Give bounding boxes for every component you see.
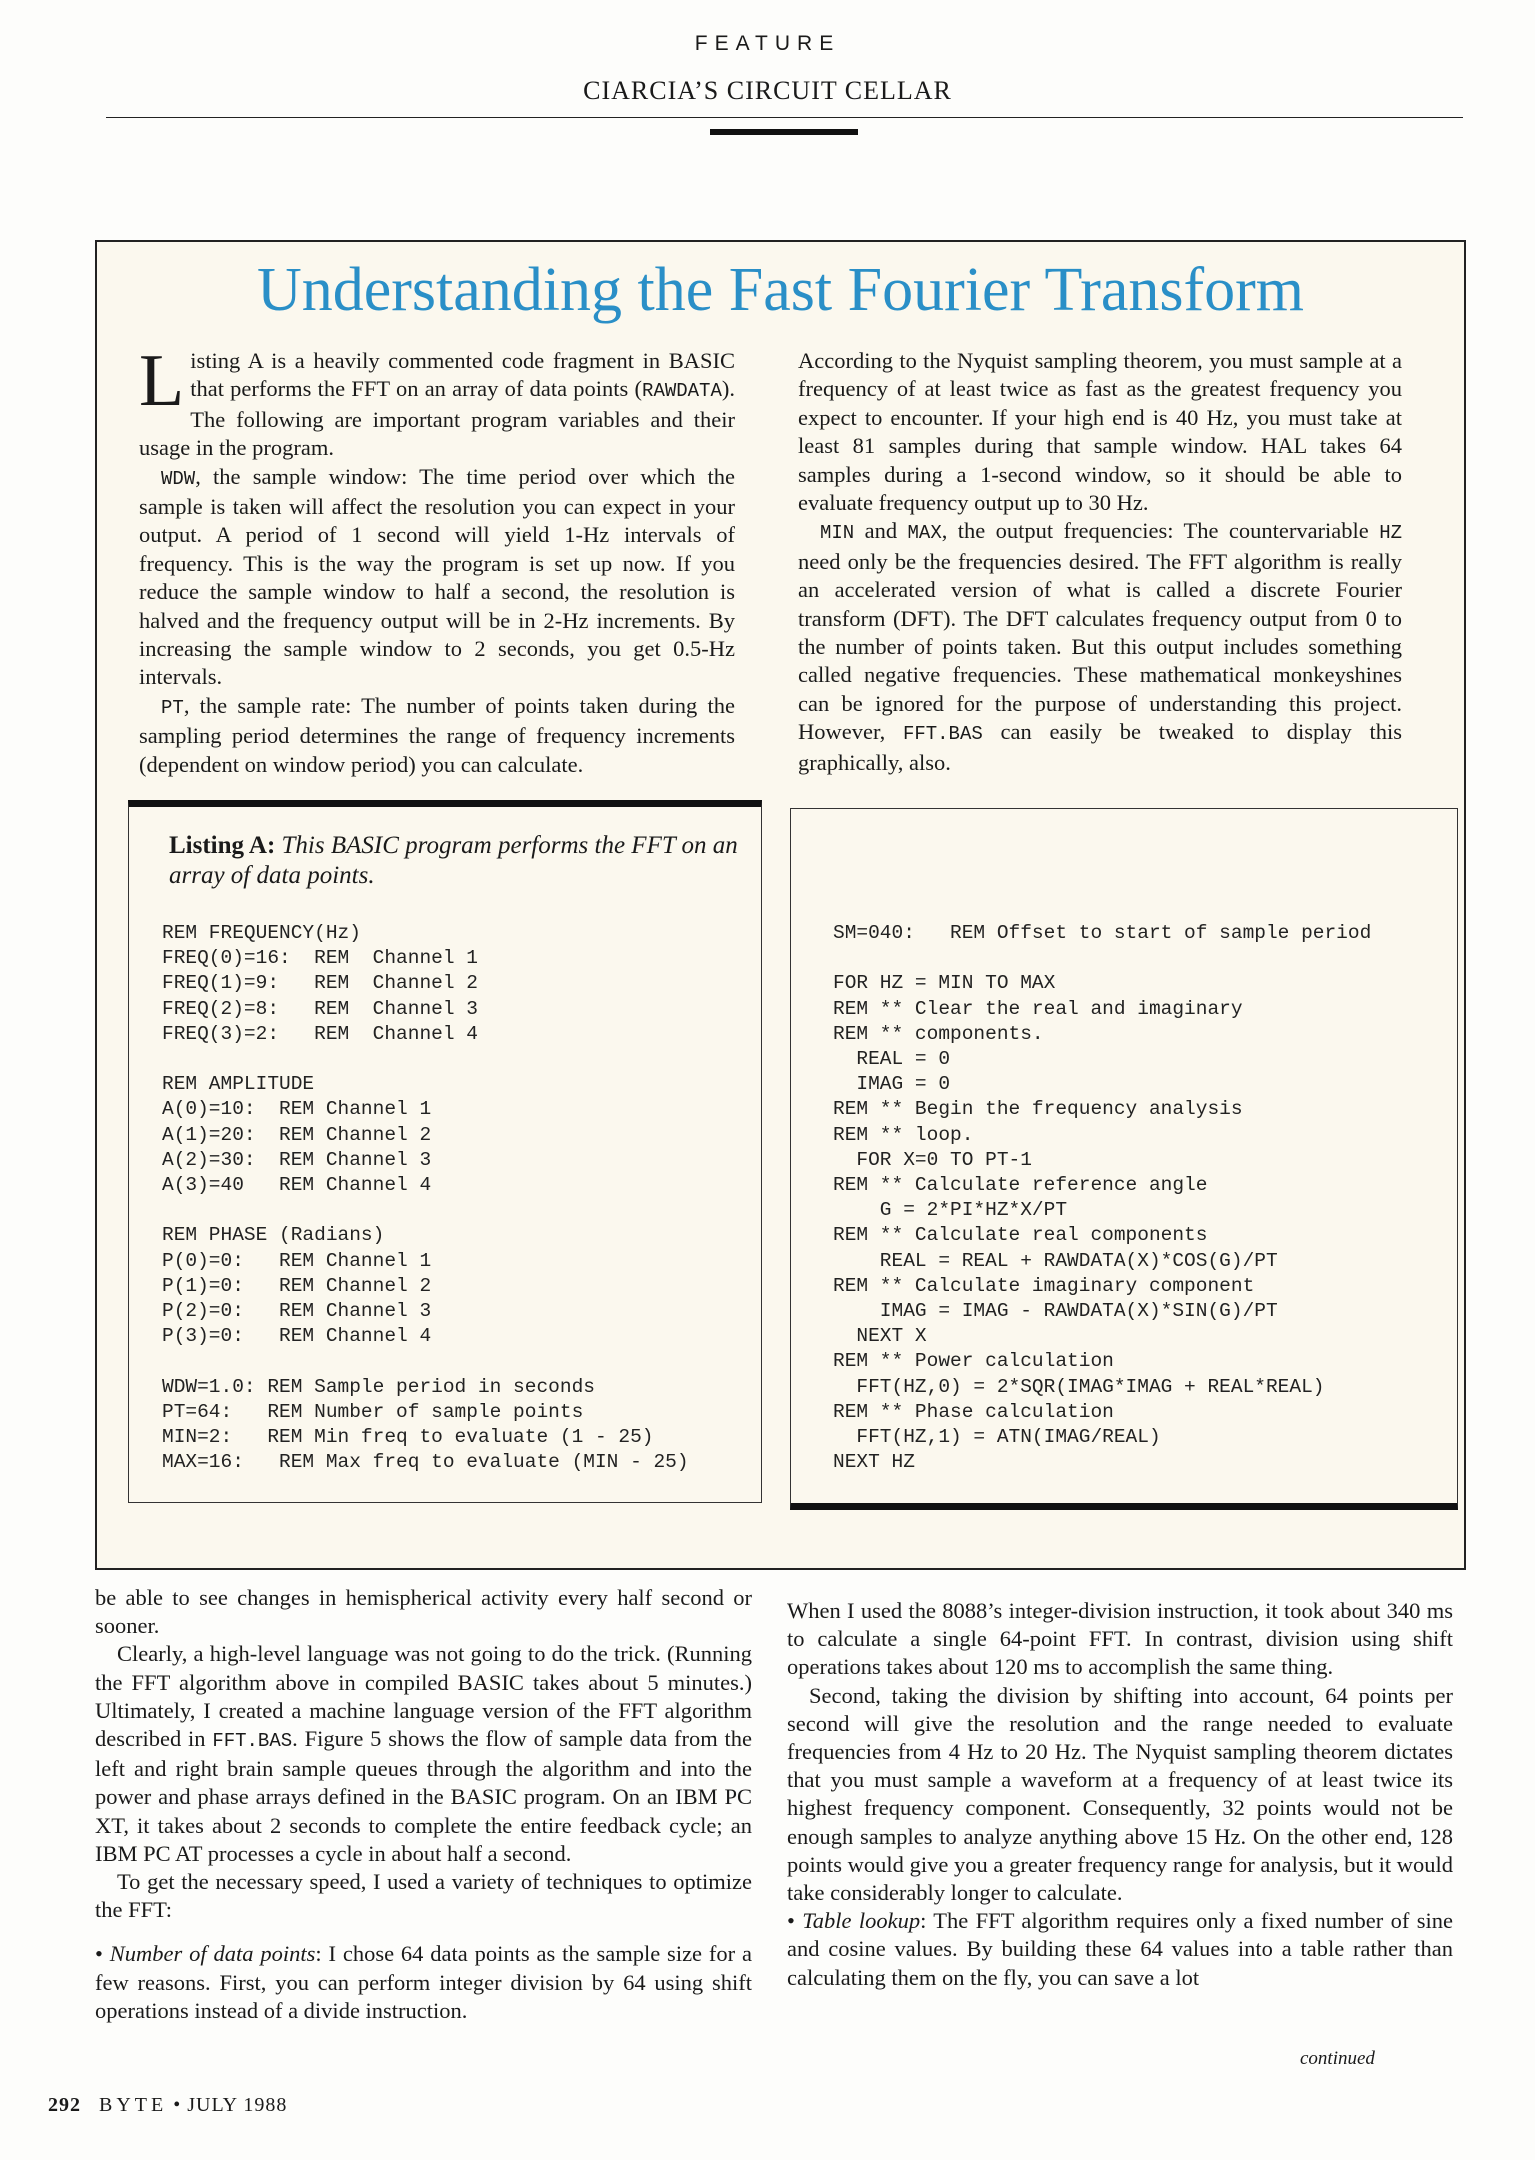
magazine-name: BYTE: [99, 2094, 168, 2116]
issue-date: JULY 1988: [187, 2094, 288, 2116]
code-term: MIN: [820, 522, 855, 545]
text: , the output frequencies: The countervariable: [941, 518, 1380, 544]
text: . Figure 5 shows the flow of sample data from the left and right brain sample queues through the algorithm and into the power and phase arrays defined in the BASIC program. On an IBM PC XT, it takes about 2 seconds to complete the entire feedback cycle; an IBM PC AT processes a cycle in about half a second.: [95, 1726, 752, 1866]
paragraph: Second, taking the division by shifting into account, 64 points per second will give the resolution and the range needed to evaluate frequencies from 4 Hz to 20 Hz. The Nyquist sampling theorem dictates that you must sample a waveform at a frequency of at least twice its highest frequency component. Consequently, 32 points would not be enough samples to analyze anything above 15 Hz. On the other end, 128 points would give you a greater frequency range for analysis, but it would take considerably longer to calculate.: [787, 1682, 1453, 1906]
body-left-column: be able to see changes in hemispherical activity every half second or sooner. Clearly, a high-level language was not going to do the trick. (Running the FFT algorithm above in compiled BASIC takes about 5 minutes.) Ultimately, I created a machine language version of the FFT algorithm described in FFT.BAS. Figure 5 shows the flow of sample data from the left and right brain sample queues through the algorithm and into the power and phase arrays defined in the BASIC program. On an IBM PC XT, it takes about 2 seconds to complete the entire feedback cycle; an IBM PC AT processes a cycle in about half a second. To get the necessary speed, I used a variety of techniques to optimize the FFT: • Number of data points: I chose 64 data points as the sample size for a few reasons. First, you can perform integer division by 64 using shift operations instead of a divide instruction.: [95, 1585, 752, 2023]
code-term: HZ: [1379, 522, 1402, 545]
text: need only be the frequencies desired. The FFT algorithm is really an accelerated version of what is called a discrete Fourier transform (DFT). The DFT calculates frequency output from 0 to the number of points taken. But this output includes something called negative frequencies. These mathematical monkeyshines can be ignored for the purpose of understanding this project. However,: [798, 548, 1402, 745]
listing-a-continued: [790, 808, 1458, 1510]
text: : The FFT algorithm requires only a fixed number of sine and cosine values. By building these 64 values into a table rather than calculating them on the fly, you can save a lot: [787, 1908, 1453, 1990]
listing-b-code: SM=040: REM Offset to start of sample period FOR HZ = MIN TO MAX REM ** Clear the real and imaginary REM ** components. REAL = 0 IMAG = 0 REM ** Begin the frequency analysis REM ** loop. FOR X=0 TO PT-1 REM ** Calculate reference angle G = 2*PI*HZ*X/PT REM ** Calculate real components REAL = REAL + RAWDATA(X)*COS(G)/PT REM ** Calculate imaginary component IMAG = IMAG - RAWDATA(X)*SIN(G)/PT NEXT X REM ** Power calculation FFT(HZ,0) = 2*SQR(IMAG*IMAG + REAL*REAL) REM ** Phase calculation FFT(HZ,1) = ATN(IMAG/REAL) NEXT HZ: [833, 922, 1372, 1474]
header-rule: [106, 117, 1463, 118]
sidebar-right-column: [798, 347, 1402, 777]
continued-label: continued: [1300, 2048, 1375, 2069]
text: can easily be tweaked to display this graphically, also.: [798, 719, 1403, 775]
page-footer: [48, 2094, 287, 2117]
code-term: MAX: [907, 522, 942, 545]
text: , the sample window: The time period over which the sample is taken will affect the resolution you can expect in your output. A period of 1 second will yield 1-Hz intervals of frequency. This is the way the program is set up now. If you reduce the sample window to half a second, the resolution is halved and the frequency output will be in 2-Hz increments. By increasing the sample window to 2 seconds, you get 0.5-Hz intervals.: [139, 463, 735, 690]
paragraph: According to the Nyquist sampling theorem, you must sample at a frequency of at least twice as fast as the greatest frequency you expect to encounter. If your high end is 40 Hz, you must take at least 81 samples during that sample window. HAL takes 64 samples during a 1-second window, so it should be able to evaluate frequency output up to 30 Hz.: [798, 348, 1402, 516]
header-bar: [710, 129, 858, 135]
bullet-label: Number of data points: [109, 1941, 316, 1967]
bullet-label: Table lookup: [802, 1908, 921, 1934]
code-term: RAWDATA: [642, 380, 722, 403]
listing-a-code: REM FREQUENCY(Hz) FREQ(0)=16: REM Channel 1 FREQ(1)=9: REM Channel 2 FREQ(2)=8: REM Channel 3 FREQ(3)=2: REM Channel 4 REM AMPLITUDE A(0)=10: REM Channel 1 A(1)=20: REM Channel 2 A(2)=30: REM Channel 3 A(3)=40 REM Channel 4 REM PHASE (Radians) P(0)=0: REM Channel 1 P(1)=0: REM Channel 2 P(2)=0: REM Channel 3 P(3)=0: REM Channel 4 WDW=1.0: REM Sample period in seconds PT=64: REM Number of sample points MIN=2: REM Min freq to evaluate (1 - 25) MAX=16: REM Max freq to evaluate (MIN - 25): [162, 922, 689, 1474]
drop-cap: L: [139, 340, 185, 422]
text: : I chose 64 data points as the sample size for a few reasons. First, you can perform integer division by 64 using shift operations instead of a divide instruction.: [95, 1941, 752, 2023]
text: ). The following are important program variables and their usage in the program.: [139, 376, 735, 461]
text: , the sample rate: The number of points taken during the sampling period determines the range of frequency increments (dependent on window period) you can calculate.: [139, 692, 735, 777]
text: isting A is a heavily commented code fragment in BASIC that performs the FFT on an array of data points (: [190, 348, 735, 402]
text: Clearly, a high-level language was not going to do the trick. (Running the FFT algorithm above in compiled BASIC takes about 5 minutes.) Ultimately, I created a machine language version of the FFT algorithm described in: [95, 1641, 752, 1752]
listing-caption-text: This BASIC program performs the FFT on an array of data points.: [169, 832, 738, 889]
sidebar-left-column: [139, 340, 735, 779]
separator: •: [173, 2094, 182, 2116]
text: and: [854, 518, 908, 544]
section-kicker: FEATURE: [694, 32, 841, 55]
column-name: CIARCIA’S CIRCUIT CELLAR: [583, 76, 952, 105]
sidebar-title: Understanding the Fast Fourier Transform: [256, 256, 1305, 324]
code-term: PT: [161, 696, 184, 719]
code-term: FFT.BAS: [902, 723, 983, 746]
code-term: FFT.BAS: [212, 1730, 293, 1753]
body-right-column: When I used the 8088’s integer-division instruction, it took about 340 ms to calculate a single 64-point FFT. In contrast, division using shift operations takes about 120 ms to accomplish the same thing. Second, taking the division by shifting into account, 64 points per second will give the resolution and the range needed to evaluate frequencies from 4 Hz to 20 Hz. The Nyquist sampling theorem dictates that you must sample a waveform at a frequency of at least twice its highest frequency component. Consequently, 32 points would not be enough samples to analyze anything above 15 Hz. On the other end, 128 points would give you a greater frequency range for analysis, but it would take considerably longer to calculate. • Table lookup: The FFT algorithm requires only a fixed number of sine and cosine values. By building these 64 values into a table rather than calculating them on the fly, you can save a lot: [787, 1598, 1453, 1990]
listing-caption: [169, 831, 761, 891]
page-number: 292: [48, 2094, 81, 2116]
listing-a: [128, 800, 762, 1503]
paragraph: To get the necessary speed, I used a variety of techniques to optimize the FFT:: [95, 1869, 752, 1923]
code-term: WDW: [161, 467, 196, 490]
listing-label: Listing A:: [169, 832, 276, 859]
paragraph: When I used the 8088’s integer-division instruction, it took about 340 ms to calculate a single 64-point FFT. In contrast, division using shift operations takes about 120 ms to accomplish the same thing.: [787, 1598, 1453, 1680]
paragraph: be able to see changes in hemispherical activity every half second or sooner.: [95, 1585, 752, 1639]
